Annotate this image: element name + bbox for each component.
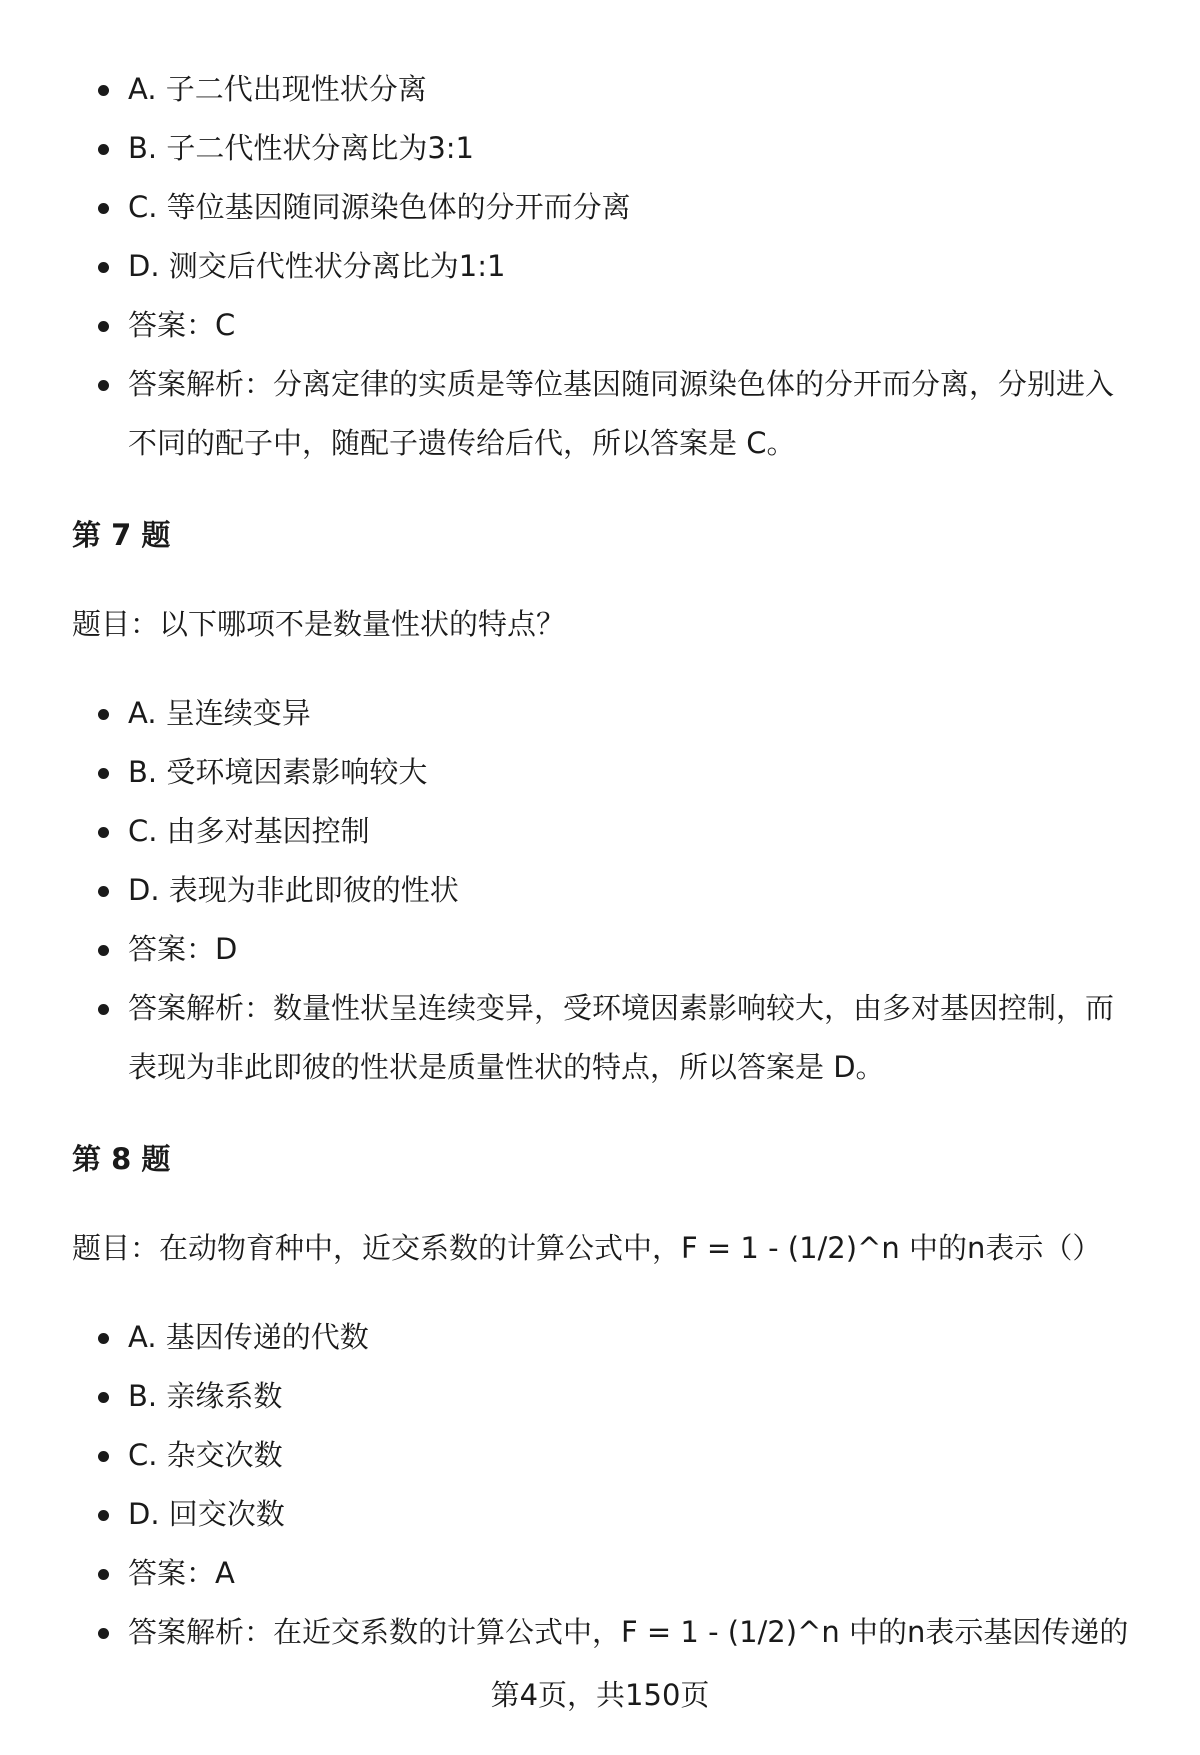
option-b: B. 亲缘系数 xyxy=(0,1367,1200,1426)
question-8-title: 第 8 题 xyxy=(72,1142,171,1176)
option-d: D. 测交后代性状分离比为1:1 xyxy=(0,237,1200,296)
answer: 答案：D xyxy=(0,920,1200,979)
answer-explanation: 答案解析：在近交系数的计算公式中，F = 1 - (1/2)^n 中的n表示基因传递的 xyxy=(0,1603,1200,1662)
option-list-q7 xyxy=(0,684,1200,1097)
question-8-text: 题目：在动物育种中，近交系数的计算公式中，F = 1 - (1/2)^n 中的n表示（） xyxy=(72,1231,1102,1265)
answer: 答案：A xyxy=(0,1544,1200,1603)
answer-explanation: 答案解析：数量性状呈连续变异，受环境因素影响较大，由多对基因控制，而表现为非此即彼的性状是质量性状的特点，所以答案是 D。 xyxy=(0,979,1200,1097)
option-list-q8 xyxy=(0,1308,1200,1662)
option-d: D. 表现为非此即彼的性状 xyxy=(0,861,1200,920)
option-c: C. 等位基因随同源染色体的分开而分离 xyxy=(0,178,1200,237)
option-a: A. 基因传递的代数 xyxy=(0,1308,1200,1367)
option-b: B. 受环境因素影响较大 xyxy=(0,743,1200,802)
answer: 答案：C xyxy=(0,296,1200,355)
option-c: C. 由多对基因控制 xyxy=(0,802,1200,861)
option-b: B. 子二代性状分离比为3:1 xyxy=(0,119,1200,178)
question-7-title: 第 7 题 xyxy=(72,518,171,552)
option-list-prev xyxy=(0,60,1200,473)
option-a: A. 子二代出现性状分离 xyxy=(0,60,1200,119)
option-a: A. 呈连续变异 xyxy=(0,684,1200,743)
option-c: C. 杂交次数 xyxy=(0,1426,1200,1485)
option-d: D. 回交次数 xyxy=(0,1485,1200,1544)
question-7-text: 题目：以下哪项不是数量性状的特点？ xyxy=(72,607,566,641)
page-footer: 第4页，共150页 xyxy=(490,1678,710,1712)
answer-explanation: 答案解析：分离定律的实质是等位基因随同源染色体的分开而分离，分别进入不同的配子中，随配子遗传给后代，所以答案是 C。 xyxy=(0,355,1200,473)
